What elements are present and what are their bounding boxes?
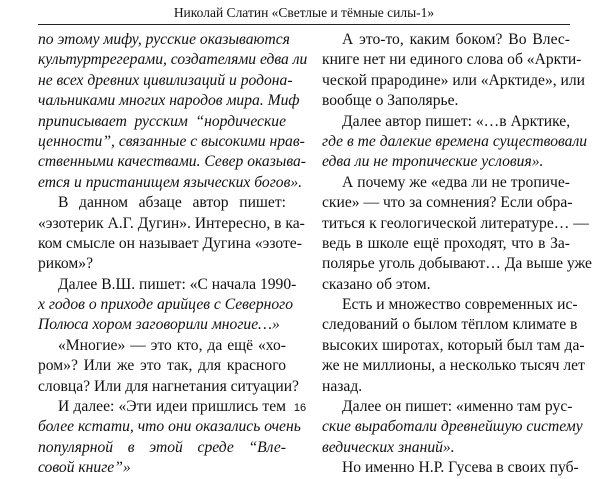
running-header-title: Николай Слатин «Светлые и тёмные силы-1» <box>173 5 435 20</box>
left-column-line: И далее: «Эти идеи пришлись тем <box>58 398 286 416</box>
left-column-line: ственными качествами. Север оказыва- <box>38 153 307 171</box>
right-column-line: ские» — что за сомнения? Если обра- <box>322 194 573 212</box>
left-column-line: Полюса хором заговорили многие…» <box>38 316 280 334</box>
left-column-line: ком смысле он называет Дугина «эзоте- <box>38 234 302 252</box>
running-header <box>38 4 570 25</box>
left-column-line: чальниками многих народов мира. Миф <box>38 92 300 110</box>
page-footer <box>0 401 600 415</box>
left-column-line: словца? Или для нагнетания ситуации? <box>38 377 299 395</box>
right-column-line: ческой прародине» или «Арктиде», или <box>322 71 586 89</box>
right-column-line: Есть и множество современных ис- <box>342 296 578 314</box>
right-column-line: едва ли не тропические условия». <box>322 153 544 171</box>
left-column-line: совой книге”» <box>38 459 131 477</box>
right-column-line: ведических знаний». <box>322 438 455 456</box>
right-column-line: книге нет ни единого слова об «Аркти- <box>322 51 582 69</box>
left-column-line: не всех древних цивилизаций и родона- <box>38 71 293 89</box>
right-column-line: Далее он пишет: «именно там рус- <box>342 398 573 416</box>
right-column-line: высоких широтах, который был там да- <box>322 336 585 354</box>
right-column-line: вообще о Заполярье. <box>322 92 459 110</box>
right-column-line: же не миллионы, а несколько тысяч лет <box>322 357 585 375</box>
left-column-line: «эзотерик А.Г. Дугин». Интересно, в ка- <box>38 214 305 232</box>
right-column-line: сказано об этом. <box>322 275 431 293</box>
left-column-line: риком»? <box>38 255 94 273</box>
right-column-line: А это-то, каким боком? Во Влес- <box>342 31 570 48</box>
right-column-line: ские выработали древнейшую систему <box>322 418 583 436</box>
right-column-line: следований о былом тёплом климате в <box>322 316 578 334</box>
right-column-line: полярье уголь добывают… Да выше уже <box>322 255 592 273</box>
right-column-line: где в те далекие времена существовали <box>322 132 588 150</box>
right-column-line: Но именно Н.Р. Гусева в своих пуб- <box>342 459 579 477</box>
left-column-line: по этому мифу, русские оказываются <box>38 31 290 48</box>
left-column-line: В данном абзаце автор пишет: <box>58 194 286 212</box>
right-column-line: назад. <box>322 377 363 395</box>
page-number: 16 <box>293 402 307 414</box>
left-column-line: культуртрегерами, создателями едва ли <box>38 51 308 69</box>
left-column-line: ется и пристанищем языческих богов». <box>38 173 303 191</box>
right-column-line: ведь в школе ещё проходят, что в За- <box>322 234 570 252</box>
right-column-line: А почему же «едва ли не тропиче- <box>342 173 570 191</box>
left-column-line: ром»? Или же это так, для красного <box>38 357 286 375</box>
right-column-line: Далее автор пишет: «…в Арктике, <box>342 112 571 130</box>
left-column-line: Далее В.Ш. пишет: «С начала 1990- <box>58 275 297 293</box>
right-column-line: титься к геологической литературе… — <box>322 214 589 232</box>
left-column-line: ценности”, связанные с высокими нрав- <box>38 132 305 150</box>
left-column-line: х годов о приходе арийцев с Северного <box>38 296 294 314</box>
left-column-line: «Многие» — это кто, да ещё «хо- <box>58 336 286 354</box>
left-column-line: приписывает русским “нордические <box>38 112 286 130</box>
left-column-line: более кстати, что они оказались очень <box>38 418 301 436</box>
left-column-line: популярной в этой среде “Вле- <box>38 438 286 456</box>
